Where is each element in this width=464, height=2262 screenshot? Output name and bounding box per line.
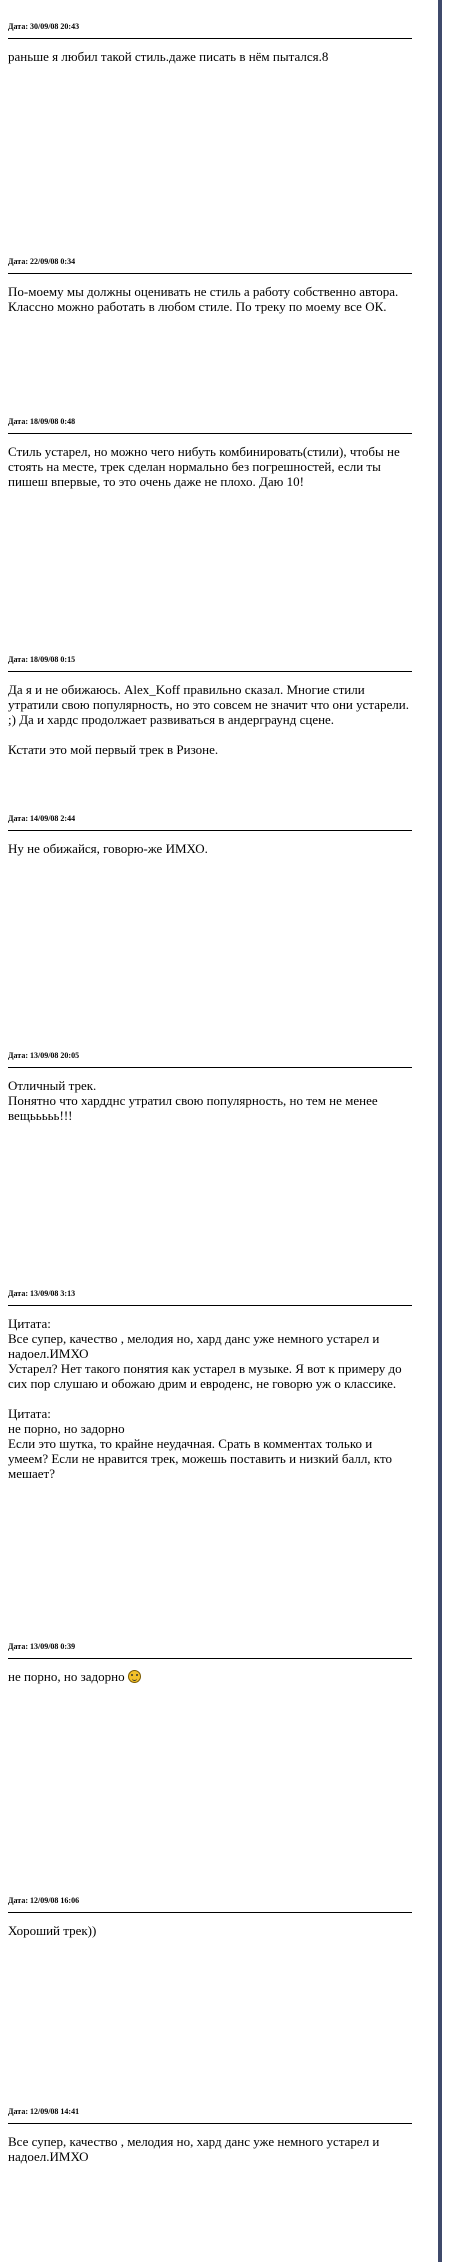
comment bbox=[8, 655, 412, 757]
divider bbox=[8, 1305, 412, 1306]
comment bbox=[8, 257, 412, 314]
divider bbox=[8, 1912, 412, 1913]
comment-text: Да я и не обижаюсь. Alex_Koff правильно сказал. Многие стили утратили свою популярность, но это совсем не значит что они устарели. ;) Да и хардс продолжает развиваться в андерграунд сцене. bbox=[8, 682, 409, 727]
comment-body bbox=[8, 1078, 412, 1123]
divider bbox=[8, 433, 412, 434]
divider bbox=[8, 1658, 412, 1659]
page-border-right bbox=[438, 0, 442, 2262]
comment-text: раньше я любил такой стиль.даже писать в нём пытался.8 bbox=[8, 49, 329, 64]
comment-text: Если это шутка, то крайне неудачная. Срать в комментах только и умеем? Если не нравится трек, можешь поставить и низкий балл, кто мешает? bbox=[8, 1436, 392, 1481]
comment-body bbox=[8, 2134, 412, 2164]
comment-body bbox=[8, 49, 412, 64]
comment bbox=[8, 1896, 412, 1938]
comment-text: Ну не обижайся, говорю-же ИМХО. bbox=[8, 841, 208, 856]
comment-body bbox=[8, 1316, 412, 1481]
comment bbox=[8, 2107, 412, 2164]
comment-body bbox=[8, 1923, 412, 1938]
comment bbox=[8, 22, 412, 64]
comment-date: Дата: 12/09/08 16:06 bbox=[8, 1896, 80, 1905]
comment bbox=[8, 1642, 412, 1684]
divider bbox=[8, 1067, 412, 1068]
comment-body bbox=[8, 444, 412, 489]
comment-text: Понятно что хардднс утратил свою популярность, но тем не менее вещььььь!!! bbox=[8, 1093, 378, 1123]
divider bbox=[8, 38, 412, 39]
comment-date: Дата: 13/09/08 0:39 bbox=[8, 1642, 76, 1651]
comment-text: Все супер, качество , мелодия но, хард данс уже немного устарел и надоел.ИМХО bbox=[8, 2134, 380, 2164]
comment-body bbox=[8, 284, 412, 314]
divider bbox=[8, 2123, 412, 2124]
divider bbox=[8, 273, 412, 274]
comment-date: Дата: 18/09/08 0:15 bbox=[8, 655, 76, 664]
comment-date: Дата: 12/09/08 14:41 bbox=[8, 2107, 80, 2116]
paragraph-gap bbox=[8, 727, 412, 742]
comment bbox=[8, 1051, 412, 1123]
comment-date: Дата: 22/09/08 0:34 bbox=[8, 257, 76, 266]
quote-label: Цитата: bbox=[8, 1316, 51, 1331]
comment-text: По-моему мы должны оценивать не стиль а работу собственно автора. Классно можно работать в любом стиле. По треку по моему все ОК. bbox=[8, 284, 399, 314]
comment-date: Дата: 13/09/08 3:13 bbox=[8, 1289, 76, 1298]
comment-text: Устарел? Нет такого понятия как устарел в музыке. Я вот к примеру до сих пор слушаю и обожаю дрим и евроденс, не говорю уж о классике. bbox=[8, 1361, 402, 1391]
comment-date: Дата: 18/09/08 0:48 bbox=[8, 417, 76, 426]
comment-body bbox=[8, 841, 412, 856]
comment-text: Кстати это мой первый трек в Ризоне. bbox=[8, 742, 219, 757]
comment-date: Дата: 14/09/08 2:44 bbox=[8, 814, 76, 823]
comment-date: Дата: 30/09/08 20:43 bbox=[8, 22, 80, 31]
comment bbox=[8, 417, 412, 489]
laughing-smiley-icon bbox=[128, 1670, 141, 1683]
divider bbox=[8, 671, 412, 672]
divider bbox=[8, 830, 412, 831]
comment bbox=[8, 814, 412, 856]
quote-label: Цитата: bbox=[8, 1406, 51, 1421]
comment-text: Стиль устарел, но можно чего нибуть комбинировать(стили), чтобы не стоять на месте, трек сделан нормально без погрешностей, если ты пишеш впервые, то это очень даже не плохо. Даю 10! bbox=[8, 444, 400, 489]
quote-block: Все супер, качество , мелодия но, хард данс уже немного устарел и надоел.ИМХО bbox=[8, 1331, 380, 1361]
comment bbox=[8, 1289, 412, 1481]
comment-body bbox=[8, 1669, 412, 1684]
comment-text: Отличный трек. bbox=[8, 1078, 97, 1093]
paragraph-gap bbox=[8, 1391, 412, 1406]
comment-text: не порно, но задорно bbox=[8, 1669, 125, 1684]
quote-block: не порно, но задорно bbox=[8, 1421, 125, 1436]
comment-date: Дата: 13/09/08 20:05 bbox=[8, 1051, 80, 1060]
comment-text: Хороший трек)) bbox=[8, 1923, 97, 1938]
comment-body bbox=[8, 682, 412, 757]
